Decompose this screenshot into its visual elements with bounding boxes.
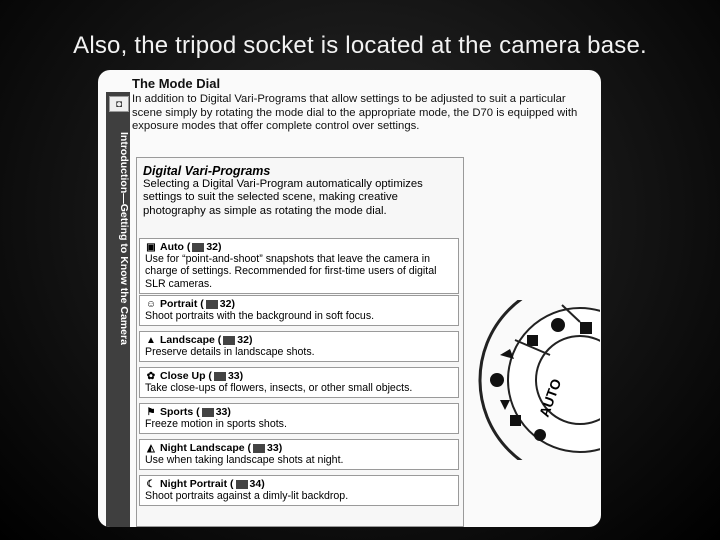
side-tab-label: Introduction—Getting to Know the Camera [118, 132, 130, 345]
mode-dial-illustration [470, 300, 600, 460]
slide-title: Also, the tripod socket is located at the camera base. [73, 32, 647, 59]
landscape-icon: ▲ [146, 334, 156, 346]
side-tab [106, 92, 130, 527]
mode-portrait: ☺ Portrait ( 32) Shoot portraits with the background in soft focus. [139, 295, 459, 326]
mode-landscape: ▲ Landscape ( 32) Preserve details in landscape shots. [139, 331, 459, 362]
vari-programs-desc: Selecting a Digital Vari-Program automatically optimizes settings to suit the selected scene, making creative photography as simple as rotating the mode dial. [143, 178, 423, 217]
page-ref-icon [202, 408, 214, 417]
page-ref-icon [214, 372, 226, 381]
mode-close-up: ✿ Close Up ( 33) Take close-ups of flowers, insects, or other small objects. [139, 367, 459, 398]
page-ref-icon [206, 300, 218, 309]
mode-night-portrait: ☾ Night Portrait ( 34) Shoot portraits against a dimly-lit backdrop. [139, 475, 459, 506]
night-portrait-icon: ☾ [146, 478, 156, 490]
page-ref-icon [192, 243, 204, 252]
page-ref-icon [236, 480, 248, 489]
mode-night-landscape: ◭ Night Landscape ( 33) Use when taking landscape shots at night. [139, 439, 459, 470]
night-landscape-icon: ◭ [147, 442, 155, 454]
flower-icon: ✿ [146, 370, 156, 382]
mode-auto: ▣ Auto ( 32) Use for “point-and-shoot” snapshots that leave the camera in charge of settings. Recommended for first-time users of digital SLR cameras. [139, 238, 459, 294]
mode-sports: ⚑ Sports ( 33) Freeze motion in sports shots. [139, 403, 459, 434]
runner-icon: ⚑ [146, 406, 156, 418]
auto-icon: ▣ [146, 241, 156, 253]
vari-programs-title: Digital Vari-Programs [143, 164, 271, 178]
dial-auto-label: AUTO [535, 376, 565, 420]
section-heading: The Mode Dial [132, 76, 221, 91]
page-ref-icon [223, 336, 235, 345]
vari-programs-box [136, 157, 464, 527]
mode-dial [480, 300, 600, 460]
camera-icon: ◘ [109, 96, 129, 112]
portrait-icon: ☺ [145, 298, 157, 310]
page-content [132, 76, 598, 134]
intro-paragraph: In addition to Digital Vari-Programs that allow settings to be adjusted to suit a particular scene simply by rotating the mode dial to the appropriate mode, the D70 is equipped with exposure modes that offer complete control over settings. [132, 93, 578, 132]
page-ref-icon [253, 444, 265, 453]
